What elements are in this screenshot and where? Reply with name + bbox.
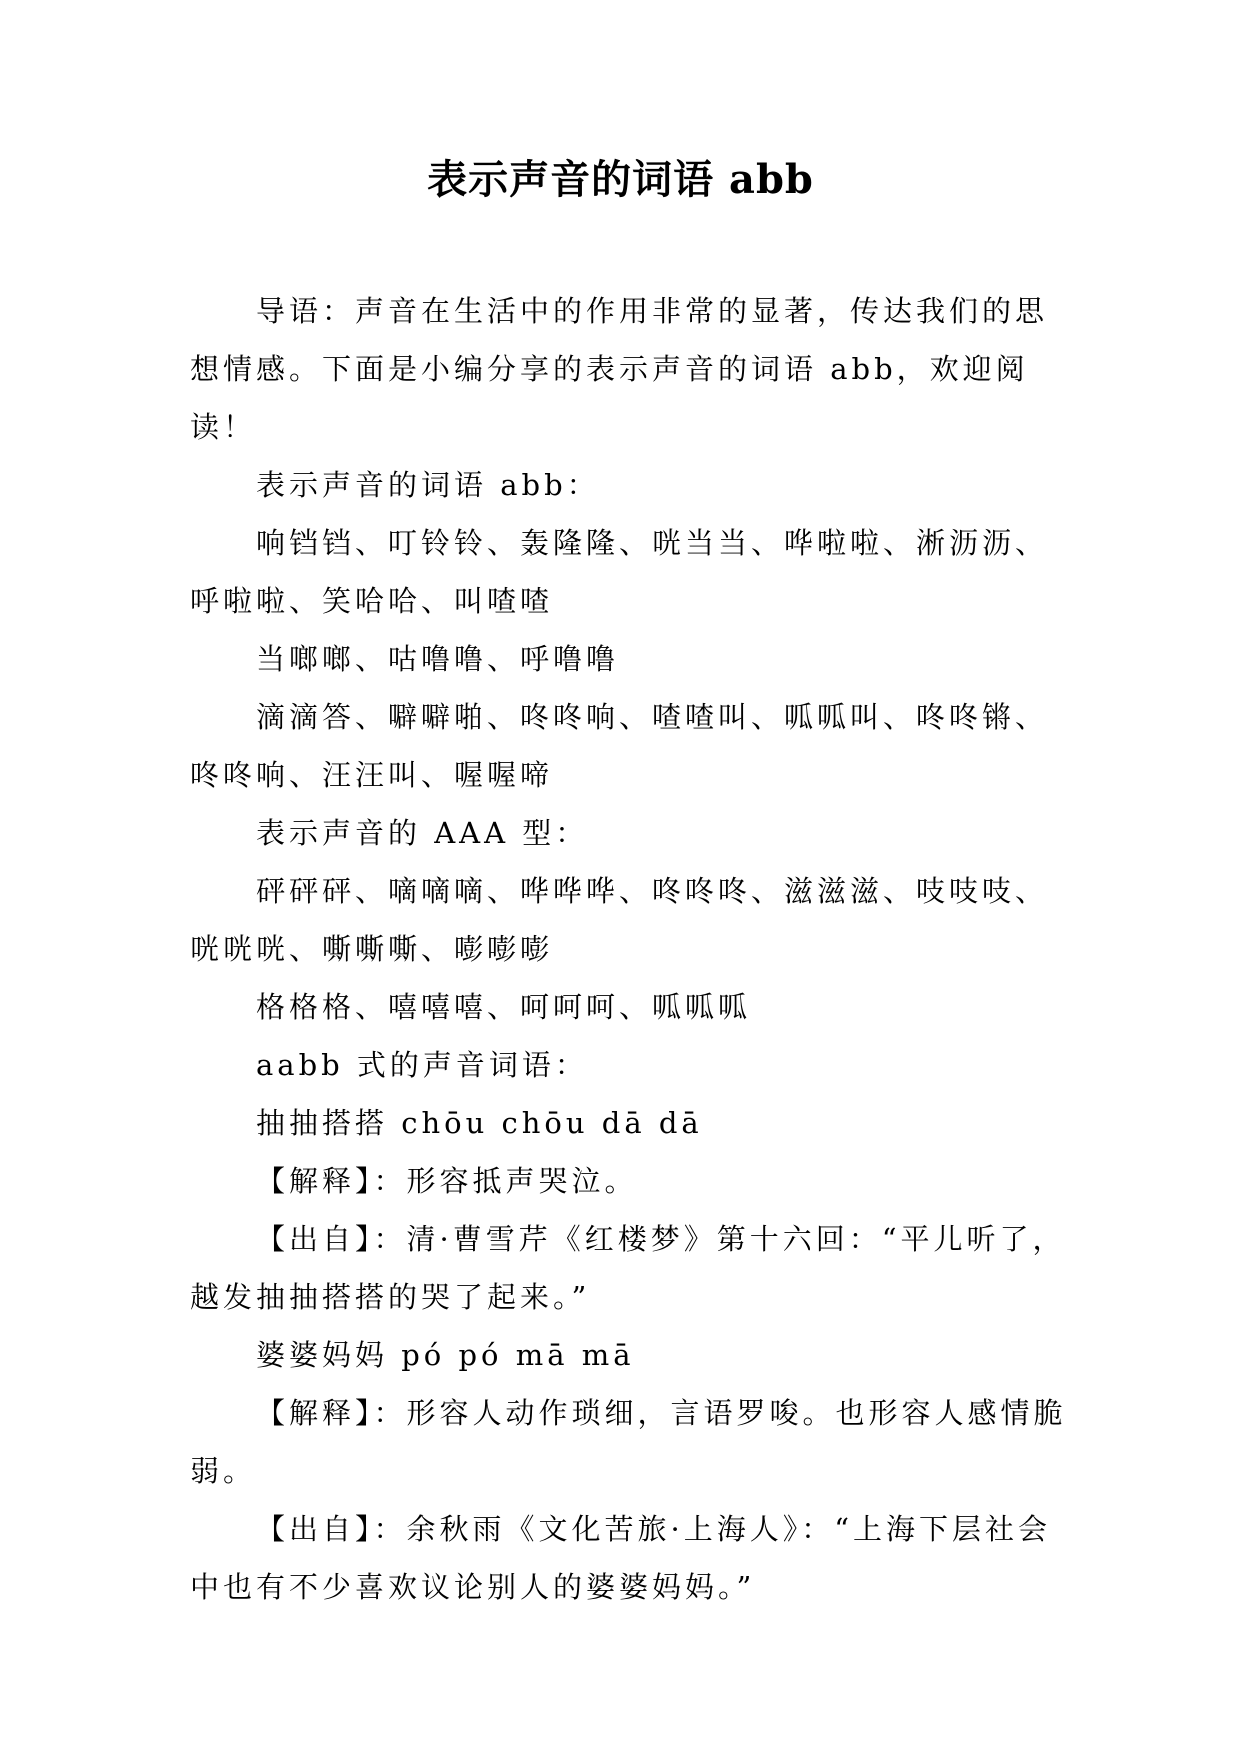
paragraph-aaa-list-1: 砰砰砰、嘀嘀嘀、哗哗哗、咚咚咚、滋滋滋、吱吱吱、咣咣咣、嘶嘶嘶、嘭嘭嘭 bbox=[190, 874, 1049, 966]
document-body bbox=[190, 282, 1070, 1616]
paragraph-abb-list-3: 滴滴答、噼噼啪、咚咚响、喳喳叫、呱呱叫、咚咚锵、咚咚响、汪汪叫、喔喔啼 bbox=[190, 700, 1049, 792]
paragraph-abb-heading: 表示声音的词语 abb： bbox=[256, 468, 600, 502]
paragraph-abb-list-2: 当啷啷、咕噜噜、呼噜噜 bbox=[256, 642, 620, 676]
paragraph-intro: 导语：声音在生活中的作用非常的显著，传达我们的思想情感。下面是小编分享的表示声音的词语 abb，欢迎阅读！ bbox=[190, 294, 1049, 444]
paragraph-source-2: 【出自】：余秋雨《文化苦旅·上海人》：“上海下层社会中也有不少喜欢议论别人的婆婆妈妈。” bbox=[190, 1512, 1052, 1604]
paragraph-aabb-heading: aabb 式的声音词语： bbox=[256, 1048, 588, 1082]
paragraph-source-1: 【出自】：清·曹雪芹《红楼梦》第十六回：“平儿听了，越发抽抽搭搭的哭了起来。” bbox=[190, 1222, 1066, 1314]
document-title: 表示声音的词语 abb bbox=[427, 156, 814, 203]
paragraph-term-popomama: 婆婆妈妈 pó pó mā mā bbox=[256, 1338, 635, 1372]
paragraph-term-choudada: 抽抽搭搭 chōu chōu dā dā bbox=[256, 1106, 703, 1140]
paragraph-explanation-1: 【解释】：形容抵声哭泣。 bbox=[256, 1164, 638, 1198]
paragraph-explanation-2: 【解释】：形容人动作琐细，言语罗唆。也形容人感情脆弱。 bbox=[190, 1396, 1067, 1488]
paragraph-abb-list-1: 响铛铛、叮铃铃、轰隆隆、咣当当、哗啦啦、淅沥沥、呼啦啦、笑哈哈、叫喳喳 bbox=[190, 526, 1049, 618]
paragraph-aaa-list-2: 格格格、嘻嘻嘻、呵呵呵、呱呱呱 bbox=[256, 990, 752, 1024]
paragraph-aaa-heading: 表示声音的 AAA 型： bbox=[256, 816, 589, 850]
